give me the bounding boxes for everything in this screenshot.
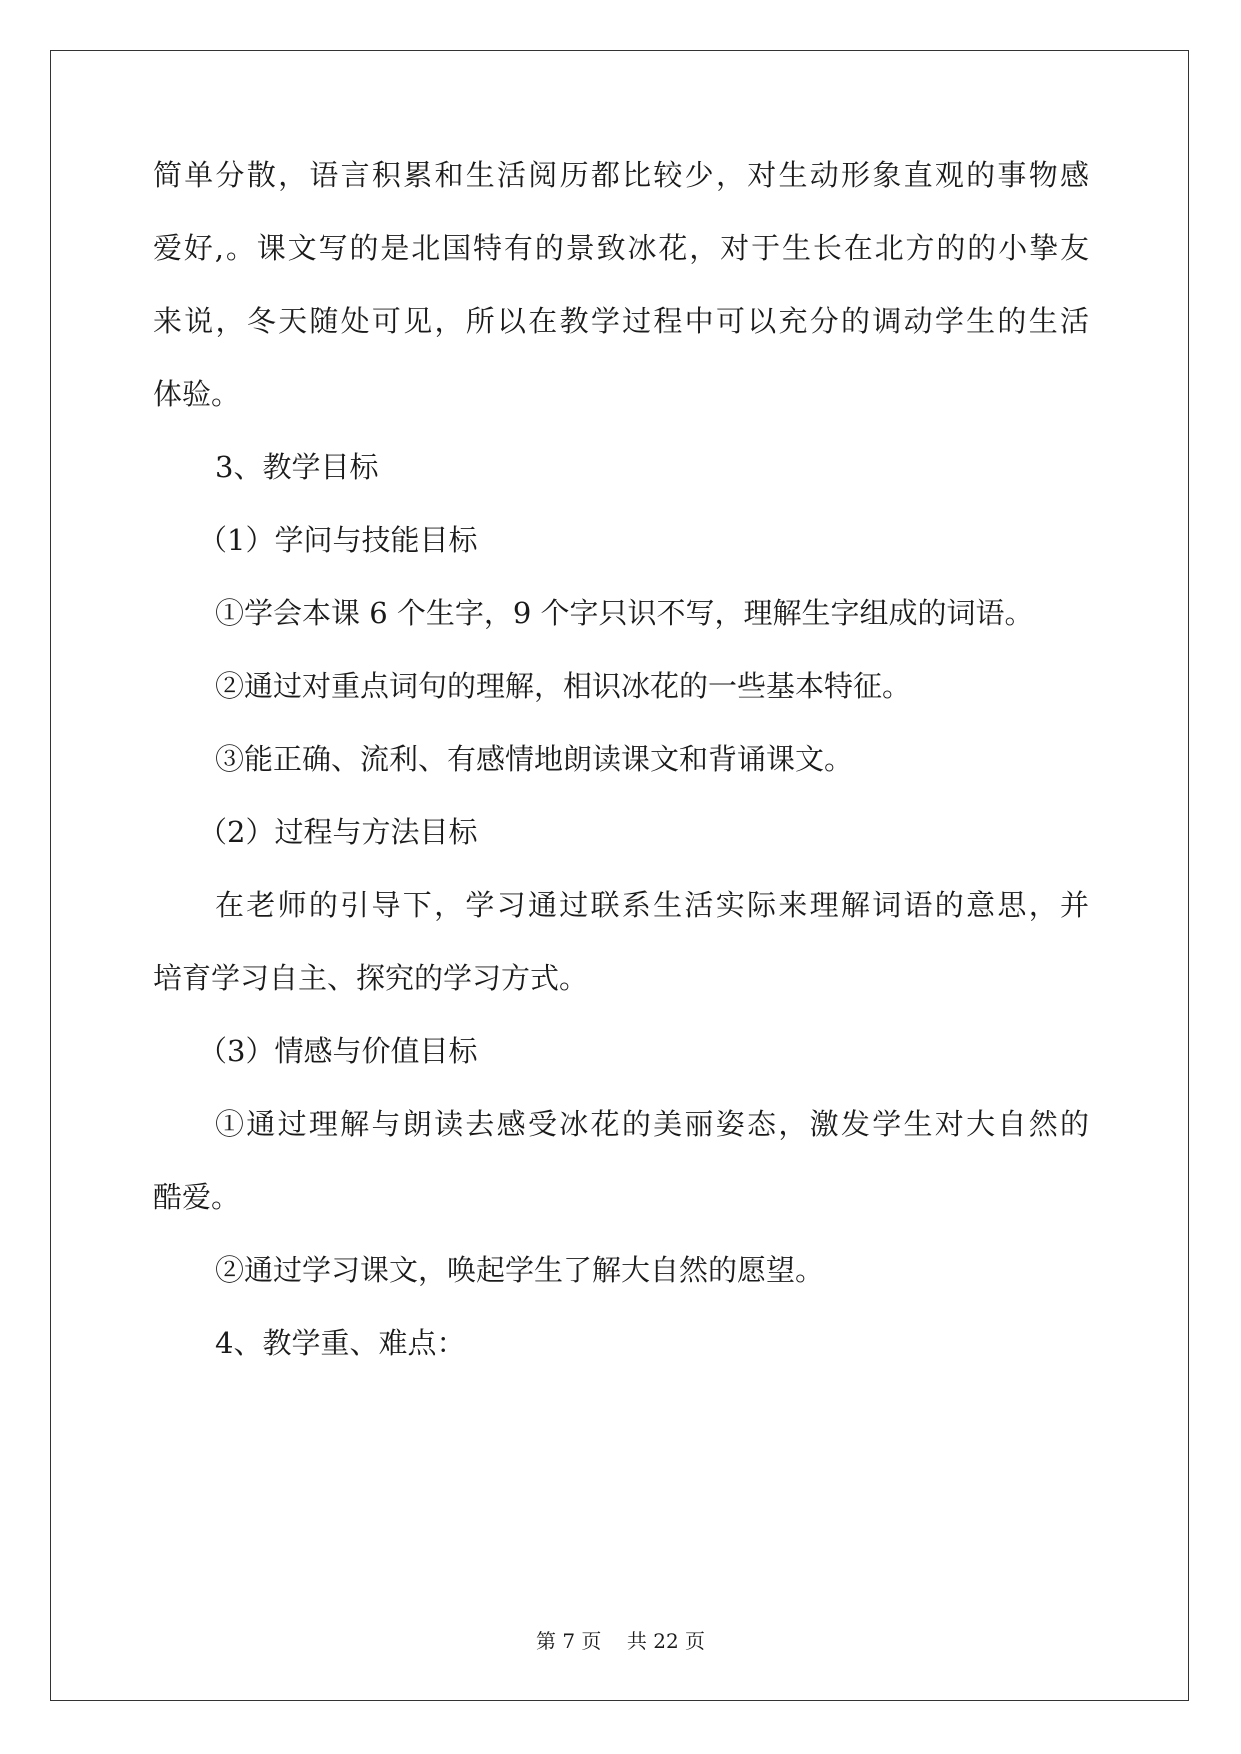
- section-heading: 4、教学重、难点：: [215, 1326, 466, 1360]
- paragraph-line: 爱好,。课文写的是北国特有的景致冰花，对于生长在北方的的小挚友: [153, 231, 1089, 265]
- page-number: 第 7 页: [535, 1629, 602, 1653]
- list-item: ①通过理解与朗读去感受冰花的美丽姿态，激发学生对大自然的: [215, 1107, 1089, 1141]
- subsection-heading: （2）过程与方法目标: [198, 815, 478, 849]
- paragraph-line: 来说，冬天随处可见，所以在教学过程中可以充分的调动学生的生活: [153, 304, 1089, 338]
- list-item: ①学会本课 6 个生字，9 个字只识不写，理解生字组成的词语。: [215, 596, 1034, 630]
- subsection-heading: （1）学问与技能目标: [198, 523, 478, 557]
- subsection-heading: （3）情感与价值目标: [198, 1034, 478, 1068]
- page-total: 共 22 页: [626, 1629, 706, 1653]
- page-border: [50, 50, 1189, 1701]
- page-footer: [0, 1625, 1241, 1654]
- paragraph-line: 培育学习自主、探究的学习方式。: [153, 961, 589, 995]
- paragraph-line: 在老师的引导下，学习通过联系生活实际来理解词语的意思，并: [215, 888, 1089, 922]
- list-item: ②通过学习课文，唤起学生了解大自然的愿望。: [215, 1253, 825, 1287]
- list-item: ②通过对重点词句的理解，相识冰花的一些基本特征。: [215, 669, 912, 703]
- list-item: ③能正确、流利、有感情地朗读课文和背诵课文。: [215, 742, 854, 776]
- paragraph-line: 酷爱。: [153, 1180, 241, 1214]
- paragraph-line: 体验。: [153, 377, 241, 411]
- paragraph-line: 简单分散，语言积累和生活阅历都比较少，对生动形象直观的事物感: [153, 158, 1089, 192]
- section-heading: 3、教学目标: [215, 450, 379, 484]
